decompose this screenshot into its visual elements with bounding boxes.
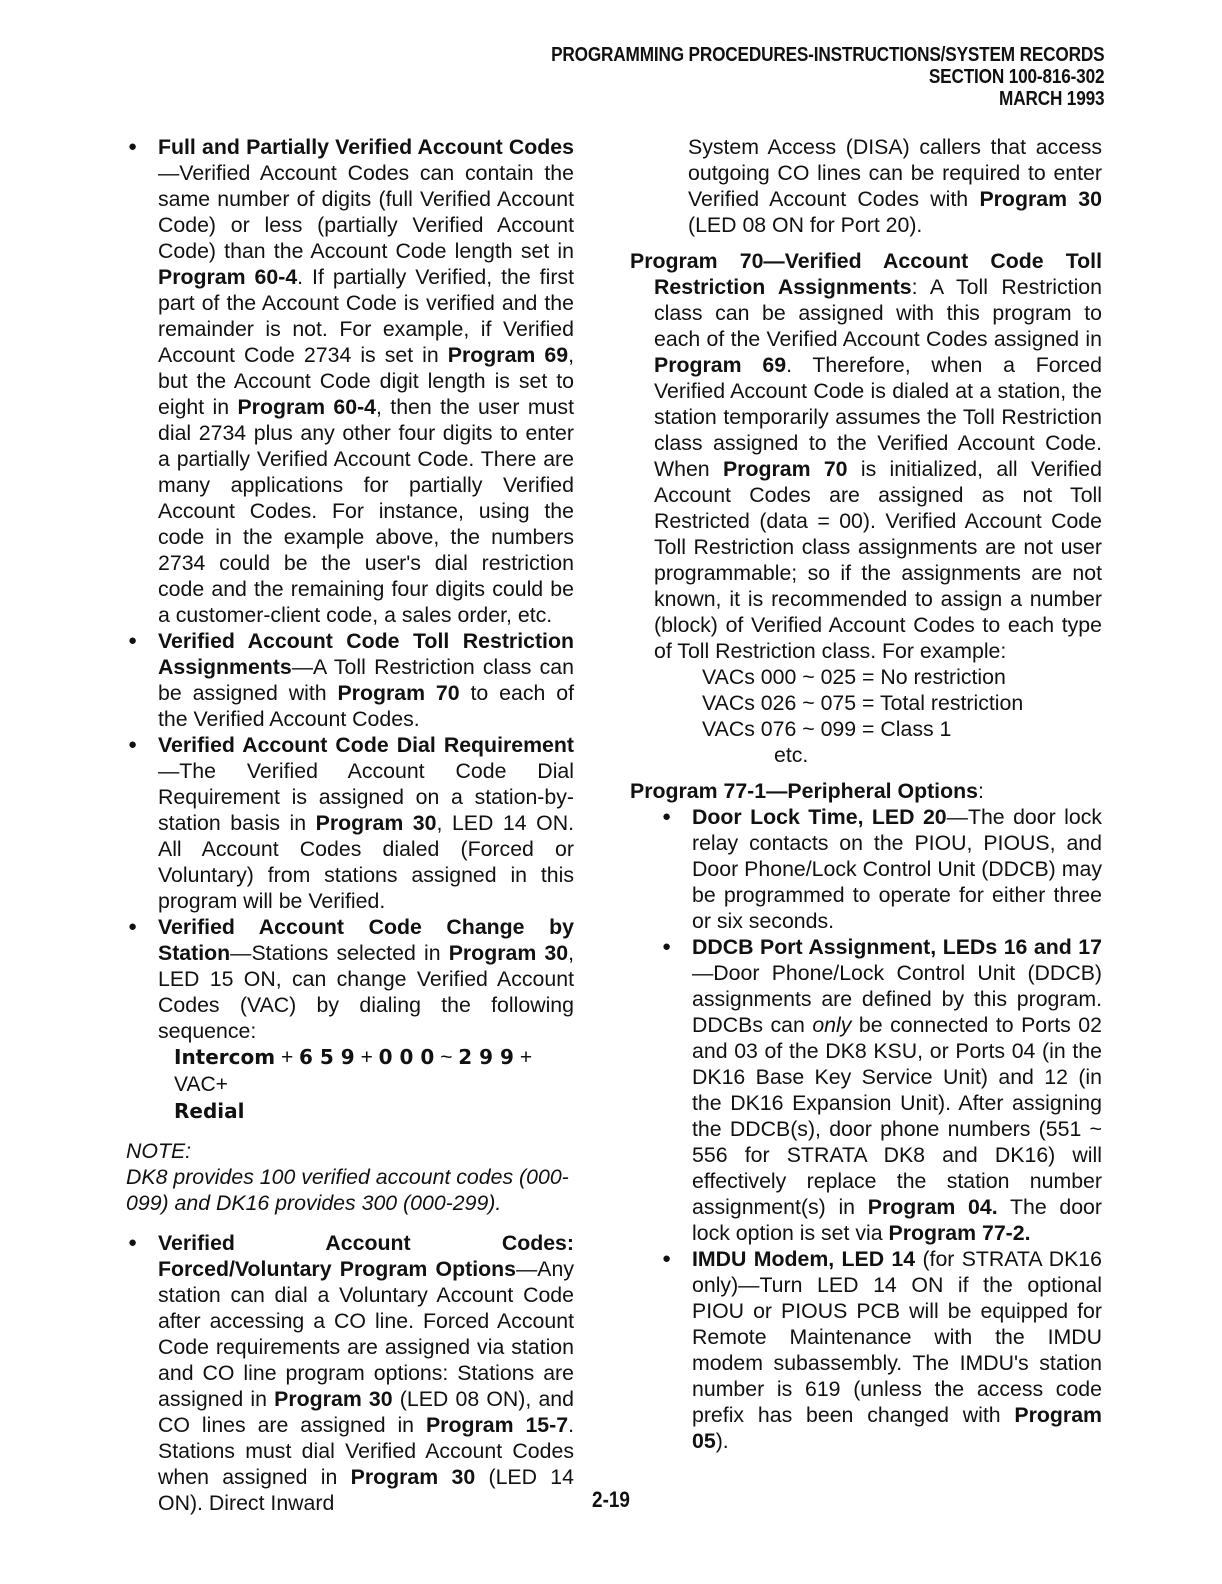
bullet-door-lock-time: ● Door Lock Time, LED 20—The door lock relay contacts on the PIOU, PIOUS, and Door Phone/Lock Control Unit (DDCB) may be programmed to operate for either three or six seconds. [630, 804, 1102, 934]
bullet-imdu-modem: ● IMDU Modem, LED 14 (for STRATA DK16 only)—Turn LED 14 ON if the optional PIOU or PIOUS PCB will be equipped for Remote Maintenance with the IMDU modem subassembly. The IMDU's station number is 619 (unless the access code prefix has been changed with Program 05). [630, 1246, 1102, 1454]
left-column [126, 134, 574, 1516]
bullet-vac-toll-restriction: ● Verified Account Code Toll Restriction Assignments—A Toll Restriction class can be assigned with Program 70 to each of the Verified Account Codes. [126, 628, 574, 732]
bullet-title: Verified Account Code Dial Requirement [158, 733, 574, 757]
vac-etc: etc. [774, 743, 809, 767]
continued-paragraph: System Access (DISA) callers that access outgoing CO lines can be required to enter Verified Account Codes with Program 30 (LED 08 ON for Port 20). [688, 135, 1103, 237]
bullet-title: Door Lock Time, LED 20 [692, 805, 947, 829]
note [126, 1138, 574, 1216]
note-text: DK8 provides 100 verified account codes (000-099) and DK16 provides 300 (000-299). [126, 1165, 569, 1215]
header-title: PROGRAMMING PROCEDURES-INSTRUCTIONS/SYSTEM RECORDS [550, 44, 1104, 66]
bullet-title: Full and Partially Verified Account Codes [158, 135, 574, 159]
bullet-title: IMDU Modem, LED 14 [692, 1247, 916, 1271]
header-section: SECTION 100-816-302 [928, 66, 1104, 88]
bullet-ddcb-port-assignment: ● DDCB Port Assignment, LEDs 16 and 17—Door Phone/Lock Control Unit (DDCB) assignments are defined by this program. DDCBs can only be connected to Ports 02 and 03 of the DK8 KSU, or Ports 04 (in the DK16 Base Key Service Unit) and 12 (in the DK16 Expansion Unit). After assigning the DDCB(s), door phone numbers (551 ~ 556 for STRATA DK8 and DK16) will effectively replace the station number assignment(s) in Program 04. The door lock option is set via Program 77-2. [630, 934, 1102, 1246]
vac-line: VACs 076 ~ 099 = Class 1 [702, 717, 952, 741]
program-77-title: Program 77-1—Peripheral Options [630, 779, 978, 803]
bullet-title: Verified Account Code Toll Restriction Assignments [158, 629, 574, 679]
bullet-full-partial-vac: ● Full and Partially Verified Account Codes—Verified Account Codes can contain the same number of digits (full Verified Account Code) or less (partially Verified Account Code) than the Account Code length set in Program 60-4. If partially Verified, the first part of the Account Code is verified and the remainder is not. For example, if Verified Account Code 2734 is set in Program 69, but the Account Code digit length is set to eight in Program 60-4, then the user must dial 2734 plus any other four digits to enter a partially Verified Account Code. There are many applications for partially Verified Account Codes. For instance, using the code in the example above, the numbers 2734 could be the user's dial restriction code and the remaining four digits could be a customer-client code, a sales order, etc. [126, 134, 574, 628]
bullet-title: Verified Account Code Change by Station [158, 915, 574, 965]
header-date: MARCH 1993 [998, 88, 1104, 110]
bullet-vac-dial-requirement: ● Verified Account Code Dial Requirement—The Verified Account Code Dial Requirement is assigned on a station-by-station basis in Program 30, LED 14 ON. All Account Codes dialed (Forced or Voluntary) from stations assigned in this program will be Verified. [126, 732, 574, 914]
bullet-forced-voluntary: ● Verified Account Codes: Forced/Voluntary Program Options—Any station can dial a Voluntary Account Code after accessing a CO line. Forced Account Code requirements are assigned via station and CO line program options: Stations are assigned in Program 30 (LED 08 ON), and CO lines are assigned in Program 15-7. Stations must dial Verified Account Codes when assigned in Program 30 (LED 14 ON). Direct Inward [126, 1230, 574, 1516]
bullet-vac-change-by-station: ● Verified Account Code Change by Station—Stations selected in Program 30, LED 15 ON, can change Verified Account Codes (VAC) by dialing the following sequence: [126, 914, 574, 1044]
page-header [551, 44, 1104, 110]
program-70-section: Program 70—Verified Account Code Toll Restriction Assignments: A Toll Restriction class can be assigned with this program to each of the Verified Account Codes assigned in Program 69. Therefore, when a Forced Verified Account Code is dialed at a station, the station temporarily assumes the Toll Restriction class assigned to the Verified Account Code. When Program 70 is initialized, all Verified Account Codes are assigned as not Toll Restricted (data = 00). Verified Account Code Toll Restriction class assignments are not user programmable; so if the assignments are not known, it is recommended to assign a number (block) of Verified Account Codes to each type of Toll Restriction class. For example: VACs 000 ~ 025 = No restriction VACs 026 ~ 075 = Total restriction VACs 076 ~ 099 = Class 1 etc. [630, 249, 1103, 767]
page-number: 2-19 [592, 1487, 630, 1512]
bullet-title: Verified Account Codes: Forced/Voluntary Program Options [158, 1231, 574, 1281]
program-77-section: Program 77-1—Peripheral Options: ● Door Lock Time, LED 20—The door lock relay contacts on the PIOU, PIOUS, and Door Phone/Lock Control Unit (DDCB) may be programmed to operate for either three or six seconds. ● DDCB Port Assignment, LEDs 16 and 17—Door Phone/Lock Control Unit (DDCB) assignments are defined by this program. DDCBs can only be connected to Ports 02 and 03 of the DK8 KSU, or Ports 04 (in the DK16 Base Key Service Unit) and 12 (in the DK16 Expansion Unit). After assigning the DDCB(s), door phone numbers (551 ~ 556 for STRATA DK8 and DK16) will effectively replace the station number assignment(s) in Program 04. The door lock option is set via Program 77-2. ● IMDU Modem, LED 14 (for STRATA DK16 only)—Turn LED 14 ON if the optional PIOU or PIOUS PCB will be equipped for Remote Maintenance with the IMDU modem subassembly. The IMDU's station number is 619 (unless the access code prefix has been changed with Program 05). [630, 778, 1102, 1454]
program-70-title: Program 70—Verified Account Code Toll Restriction Assignments [630, 249, 1102, 299]
vac-line: VACs 000 ~ 025 = No restriction [702, 665, 1006, 689]
dial-sequence: Intercom + 6 5 9 + 0 0 0 ~ 2 9 9 + VAC+ Redial [174, 1045, 533, 1123]
note-label: NOTE: [126, 1139, 192, 1163]
vac-line: VACs 026 ~ 075 = Total restriction [702, 691, 1024, 715]
bullet-title: DDCB Port Assignment, LEDs 16 and 17 [692, 935, 1102, 959]
right-column [630, 134, 1102, 1454]
